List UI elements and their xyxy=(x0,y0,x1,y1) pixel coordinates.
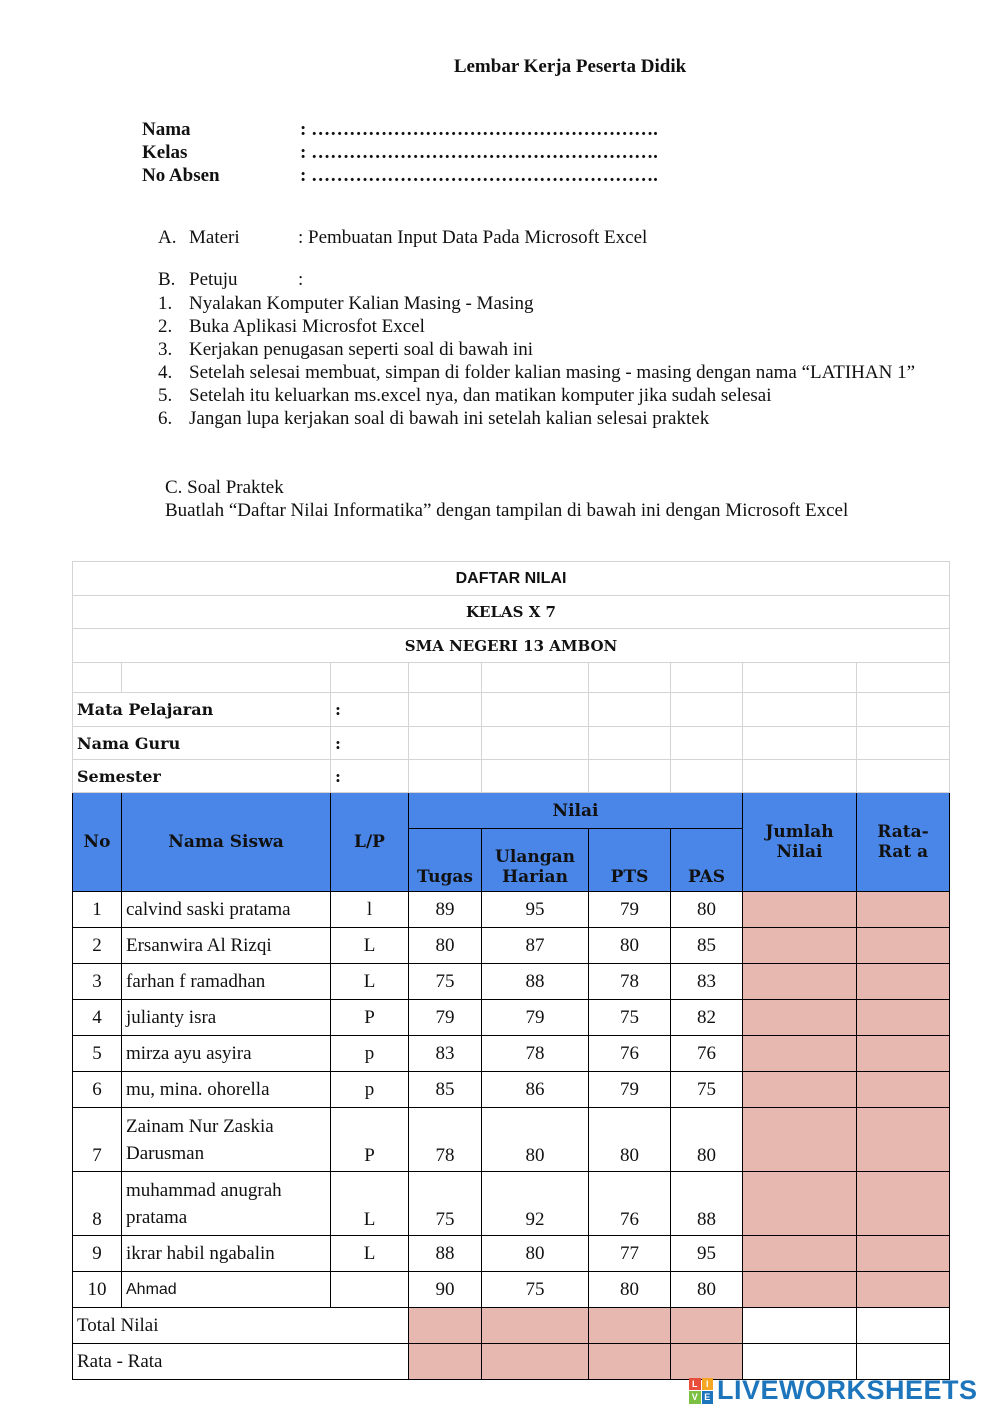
student-rata-cell[interactable] xyxy=(857,964,950,1000)
student-rata-cell[interactable] xyxy=(857,1072,950,1108)
student-row xyxy=(73,1000,950,1036)
instruction-number: 3. xyxy=(158,339,173,360)
student-tugas: 90 xyxy=(409,1272,482,1308)
student-ulangan: 75 xyxy=(482,1272,589,1308)
student-gender: P xyxy=(331,1000,409,1036)
student-row xyxy=(73,1036,950,1072)
student-jumlah-cell[interactable] xyxy=(743,1172,857,1236)
header-jumlah: Jumlah Nilai xyxy=(743,793,857,892)
average-label: Rata - Rata xyxy=(73,1344,409,1380)
student-gender: L xyxy=(331,928,409,964)
student-tugas: 88 xyxy=(409,1236,482,1272)
student-ulangan: 95 xyxy=(482,892,589,928)
meta-input-cell[interactable] xyxy=(589,727,671,760)
instruction-text: Buka Aplikasi Microsfot Excel xyxy=(189,316,425,337)
instruction-text: Nyalakan Komputer Kalian Masing - Masing xyxy=(189,293,534,314)
student-pas: 85 xyxy=(671,928,743,964)
total-jumlah-cell[interactable] xyxy=(743,1308,857,1344)
meta-input-cell[interactable] xyxy=(671,760,743,793)
instruction-number: 6. xyxy=(158,408,173,429)
student-row xyxy=(73,892,950,928)
student-row xyxy=(73,1236,950,1272)
meta-input-cell[interactable] xyxy=(743,693,857,727)
student-jumlah-cell[interactable] xyxy=(743,1000,857,1036)
header-name: Nama Siswa xyxy=(122,793,331,892)
student-rata-cell[interactable] xyxy=(857,1108,950,1172)
student-jumlah-cell[interactable] xyxy=(743,1272,857,1308)
section-value: : xyxy=(298,269,304,290)
total-row xyxy=(73,1308,950,1344)
student-pas: 95 xyxy=(671,1236,743,1272)
student-pts: 78 xyxy=(589,964,671,1000)
meta-label: Mata Pelajaran xyxy=(73,693,331,727)
header-no: No xyxy=(73,793,122,892)
student-tugas: 79 xyxy=(409,1000,482,1036)
student-pts: 79 xyxy=(589,1072,671,1108)
student-pas: 76 xyxy=(671,1036,743,1072)
identity-label: No Absen xyxy=(142,165,220,186)
sheet-title: DAFTAR NILAI xyxy=(73,562,950,596)
instruction-text: Setelah selesai membuat, simpan di folder kalian masing - masing dengan nama “LATIHAN 1” xyxy=(189,362,916,383)
section-c-heading: C. Soal Praktek xyxy=(165,477,284,498)
meta-input-cell[interactable] xyxy=(409,727,482,760)
instruction-number: 4. xyxy=(158,362,173,383)
identity-class-row xyxy=(142,142,658,164)
student-name: muhammad anugrah pratama xyxy=(122,1172,331,1236)
meta-input-cell[interactable] xyxy=(589,693,671,727)
meta-input-cell[interactable] xyxy=(482,693,589,727)
meta-input-cell[interactable] xyxy=(743,760,857,793)
student-gender: l xyxy=(331,892,409,928)
student-gender xyxy=(331,1272,409,1308)
student-ulangan: 87 xyxy=(482,928,589,964)
student-gender: L xyxy=(331,1236,409,1272)
student-pas: 82 xyxy=(671,1000,743,1036)
empty-cell[interactable] xyxy=(743,663,857,693)
liveworksheets-badge-icon xyxy=(689,1378,713,1404)
student-jumlah-cell[interactable] xyxy=(743,892,857,928)
instruction-text: Kerjakan penugasan seperti soal di bawah ini xyxy=(189,339,533,360)
student-ulangan: 78 xyxy=(482,1036,589,1072)
header-tugas: Tugas xyxy=(409,829,482,892)
student-name: farhan f ramadhan xyxy=(122,964,331,1000)
meta-input-cell[interactable] xyxy=(482,727,589,760)
student-gender: L xyxy=(331,1172,409,1236)
meta-colon: : xyxy=(331,727,409,760)
instruction-item xyxy=(158,338,949,361)
instruction-item xyxy=(158,384,949,407)
meta-colon: : xyxy=(331,693,409,727)
student-pts: 79 xyxy=(589,892,671,928)
meta-input-cell[interactable] xyxy=(671,727,743,760)
student-ulangan: 79 xyxy=(482,1000,589,1036)
instruction-text: Setelah itu keluarkan ms.excel nya, dan matikan komputer jika sudah selesai xyxy=(189,385,772,406)
student-gender: P xyxy=(331,1108,409,1172)
total-ulangan-cell[interactable] xyxy=(482,1308,589,1344)
student-pts: 77 xyxy=(589,1236,671,1272)
identity-label: Kelas xyxy=(142,142,188,163)
student-row xyxy=(73,1172,950,1236)
student-pts: 80 xyxy=(589,1272,671,1308)
meta-row xyxy=(73,760,950,793)
student-tugas: 75 xyxy=(409,1172,482,1236)
badge-letter: L xyxy=(689,1378,701,1391)
student-no: 9 xyxy=(73,1236,122,1272)
instruction-item xyxy=(158,292,949,315)
section-marker: A. xyxy=(158,227,177,248)
student-no: 7 xyxy=(73,1108,122,1172)
instruction-item xyxy=(158,361,949,384)
student-tugas: 85 xyxy=(409,1072,482,1108)
student-pas: 83 xyxy=(671,964,743,1000)
meta-input-cell[interactable] xyxy=(857,727,950,760)
student-ulangan: 92 xyxy=(482,1172,589,1236)
header-pts: PTS xyxy=(589,829,671,892)
meta-row xyxy=(73,727,950,760)
meta-input-cell[interactable] xyxy=(409,760,482,793)
student-tugas: 80 xyxy=(409,928,482,964)
badge-letter: E xyxy=(702,1391,714,1404)
meta-input-cell[interactable] xyxy=(857,760,950,793)
student-rata-cell[interactable] xyxy=(857,1272,950,1308)
identity-absen-row xyxy=(142,165,658,187)
student-no: 3 xyxy=(73,964,122,1000)
identity-label: Nama xyxy=(142,119,191,140)
student-gender: p xyxy=(331,1036,409,1072)
total-tugas-cell[interactable] xyxy=(409,1308,482,1344)
student-jumlah-cell[interactable] xyxy=(743,964,857,1000)
student-ulangan: 80 xyxy=(482,1236,589,1272)
meta-colon: : xyxy=(331,760,409,793)
student-name: mirza ayu asyira xyxy=(122,1036,331,1072)
student-no: 10 xyxy=(73,1272,122,1308)
section-label: Petuju xyxy=(189,269,238,290)
identity-value: : ………………………………………………. xyxy=(300,142,658,163)
student-gender: L xyxy=(331,964,409,1000)
student-row xyxy=(73,1072,950,1108)
student-tugas: 75 xyxy=(409,964,482,1000)
liveworksheets-logo xyxy=(689,1375,978,1406)
student-name: calvind saski pratama xyxy=(122,892,331,928)
average-tugas-cell[interactable] xyxy=(409,1344,482,1380)
section-marker: B. xyxy=(158,269,176,290)
student-row xyxy=(73,964,950,1000)
meta-row xyxy=(73,693,950,727)
header-nilai: Nilai xyxy=(409,793,743,829)
meta-label: Nama Guru xyxy=(73,727,331,760)
header-lp: L/P xyxy=(331,793,409,892)
student-row xyxy=(73,1108,950,1172)
student-jumlah-cell[interactable] xyxy=(743,928,857,964)
section-c-text: Buatlah “Daftar Nilai Informatika” dengan tampilan di bawah ini dengan Microsoft Excel xyxy=(165,500,849,521)
student-pas: 75 xyxy=(671,1072,743,1108)
student-rows xyxy=(73,892,950,1308)
empty-cell[interactable] xyxy=(409,663,482,693)
student-no: 6 xyxy=(73,1072,122,1108)
student-row xyxy=(73,1272,950,1308)
student-pts: 75 xyxy=(589,1000,671,1036)
student-pas: 88 xyxy=(671,1172,743,1236)
section-a xyxy=(158,227,647,249)
student-rata-cell[interactable] xyxy=(857,1236,950,1272)
meta-input-cell[interactable] xyxy=(482,760,589,793)
badge-letter: V xyxy=(689,1391,701,1404)
header-pas: PAS xyxy=(671,829,743,892)
student-ulangan: 80 xyxy=(482,1108,589,1172)
student-pts: 76 xyxy=(589,1036,671,1072)
student-jumlah-cell[interactable] xyxy=(743,1036,857,1072)
student-rata-cell[interactable] xyxy=(857,928,950,964)
student-name: mu, mina. ohorella xyxy=(122,1072,331,1108)
student-no: 1 xyxy=(73,892,122,928)
student-name: ikrar habil ngabalin xyxy=(122,1236,331,1272)
student-jumlah-cell[interactable] xyxy=(743,1236,857,1272)
section-b xyxy=(158,269,303,291)
identity-value: : ………………………………………………. xyxy=(300,119,658,140)
empty-cell[interactable] xyxy=(671,663,743,693)
instruction-list xyxy=(158,292,949,430)
student-pas: 80 xyxy=(671,1272,743,1308)
student-ulangan: 86 xyxy=(482,1072,589,1108)
empty-row xyxy=(73,663,950,693)
student-pts: 80 xyxy=(589,928,671,964)
student-row xyxy=(73,928,950,964)
student-jumlah-cell[interactable] xyxy=(743,1072,857,1108)
section-value: : Pembuatan Input Data Pada Microsoft Excel xyxy=(298,227,648,248)
empty-cell[interactable] xyxy=(589,663,671,693)
total-rata-cell[interactable] xyxy=(857,1308,950,1344)
instruction-number: 2. xyxy=(158,316,173,337)
empty-cell[interactable] xyxy=(857,663,950,693)
meta-label: Semester xyxy=(73,760,331,793)
student-tugas: 89 xyxy=(409,892,482,928)
student-name: Zainam Nur Zaskia Darusman xyxy=(122,1108,331,1172)
student-tugas: 83 xyxy=(409,1036,482,1072)
total-pas-cell[interactable] xyxy=(671,1308,743,1344)
instruction-item xyxy=(158,315,949,338)
meta-input-cell[interactable] xyxy=(409,693,482,727)
section-label: Materi xyxy=(189,227,240,248)
empty-cell[interactable] xyxy=(331,663,409,693)
student-no: 2 xyxy=(73,928,122,964)
identity-value: : ………………………………………………. xyxy=(300,165,658,186)
meta-input-cell[interactable] xyxy=(857,693,950,727)
identity-name-row xyxy=(142,119,658,141)
empty-cell[interactable] xyxy=(122,663,331,693)
student-pts: 76 xyxy=(589,1172,671,1236)
total-label: Total Nilai xyxy=(73,1308,409,1344)
student-no: 8 xyxy=(73,1172,122,1236)
header-ulangan: Ulangan Harian xyxy=(482,829,589,892)
instruction-number: 1. xyxy=(158,293,173,314)
instruction-item xyxy=(158,407,949,430)
meta-input-cell[interactable] xyxy=(589,760,671,793)
student-no: 5 xyxy=(73,1036,122,1072)
student-ulangan: 88 xyxy=(482,964,589,1000)
liveworksheets-wordmark: LIVEWORKSHEETS xyxy=(717,1375,978,1405)
student-jumlah-cell[interactable] xyxy=(743,1108,857,1172)
student-pas: 80 xyxy=(671,1108,743,1172)
empty-cell[interactable] xyxy=(482,663,589,693)
meta-input-cell[interactable] xyxy=(743,727,857,760)
meta-input-cell[interactable] xyxy=(671,693,743,727)
instruction-number: 5. xyxy=(158,385,173,406)
student-rata-cell[interactable] xyxy=(857,1172,950,1236)
grade-sheet xyxy=(72,561,950,1380)
student-tugas: 78 xyxy=(409,1108,482,1172)
sheet-class: KELAS X 7 xyxy=(73,596,950,629)
student-rata-cell[interactable] xyxy=(857,1000,950,1036)
badge-letter: I xyxy=(702,1378,714,1391)
header-rata: Rata-Rat a xyxy=(857,793,950,892)
student-name: julianty isra xyxy=(122,1000,331,1036)
sheet-school: SMA NEGERI 13 AMBON xyxy=(73,629,950,663)
student-name: Ahmad xyxy=(122,1272,331,1308)
instruction-text: Jangan lupa kerjakan soal di bawah ini setelah kalian selesai praktek xyxy=(189,408,710,429)
student-pts: 80 xyxy=(589,1108,671,1172)
student-no: 4 xyxy=(73,1000,122,1036)
student-rata-cell[interactable] xyxy=(857,1036,950,1072)
student-rata-cell[interactable] xyxy=(857,892,950,928)
student-name: Ersanwira Al Rizqi xyxy=(122,928,331,964)
average-ulangan-cell[interactable] xyxy=(482,1344,589,1380)
student-pas: 80 xyxy=(671,892,743,928)
student-gender: p xyxy=(331,1072,409,1108)
total-pts-cell[interactable] xyxy=(589,1308,671,1344)
empty-cell[interactable] xyxy=(73,663,122,693)
document-title: Lembar Kerja Peserta Didik xyxy=(453,56,687,77)
average-pts-cell[interactable] xyxy=(589,1344,671,1380)
